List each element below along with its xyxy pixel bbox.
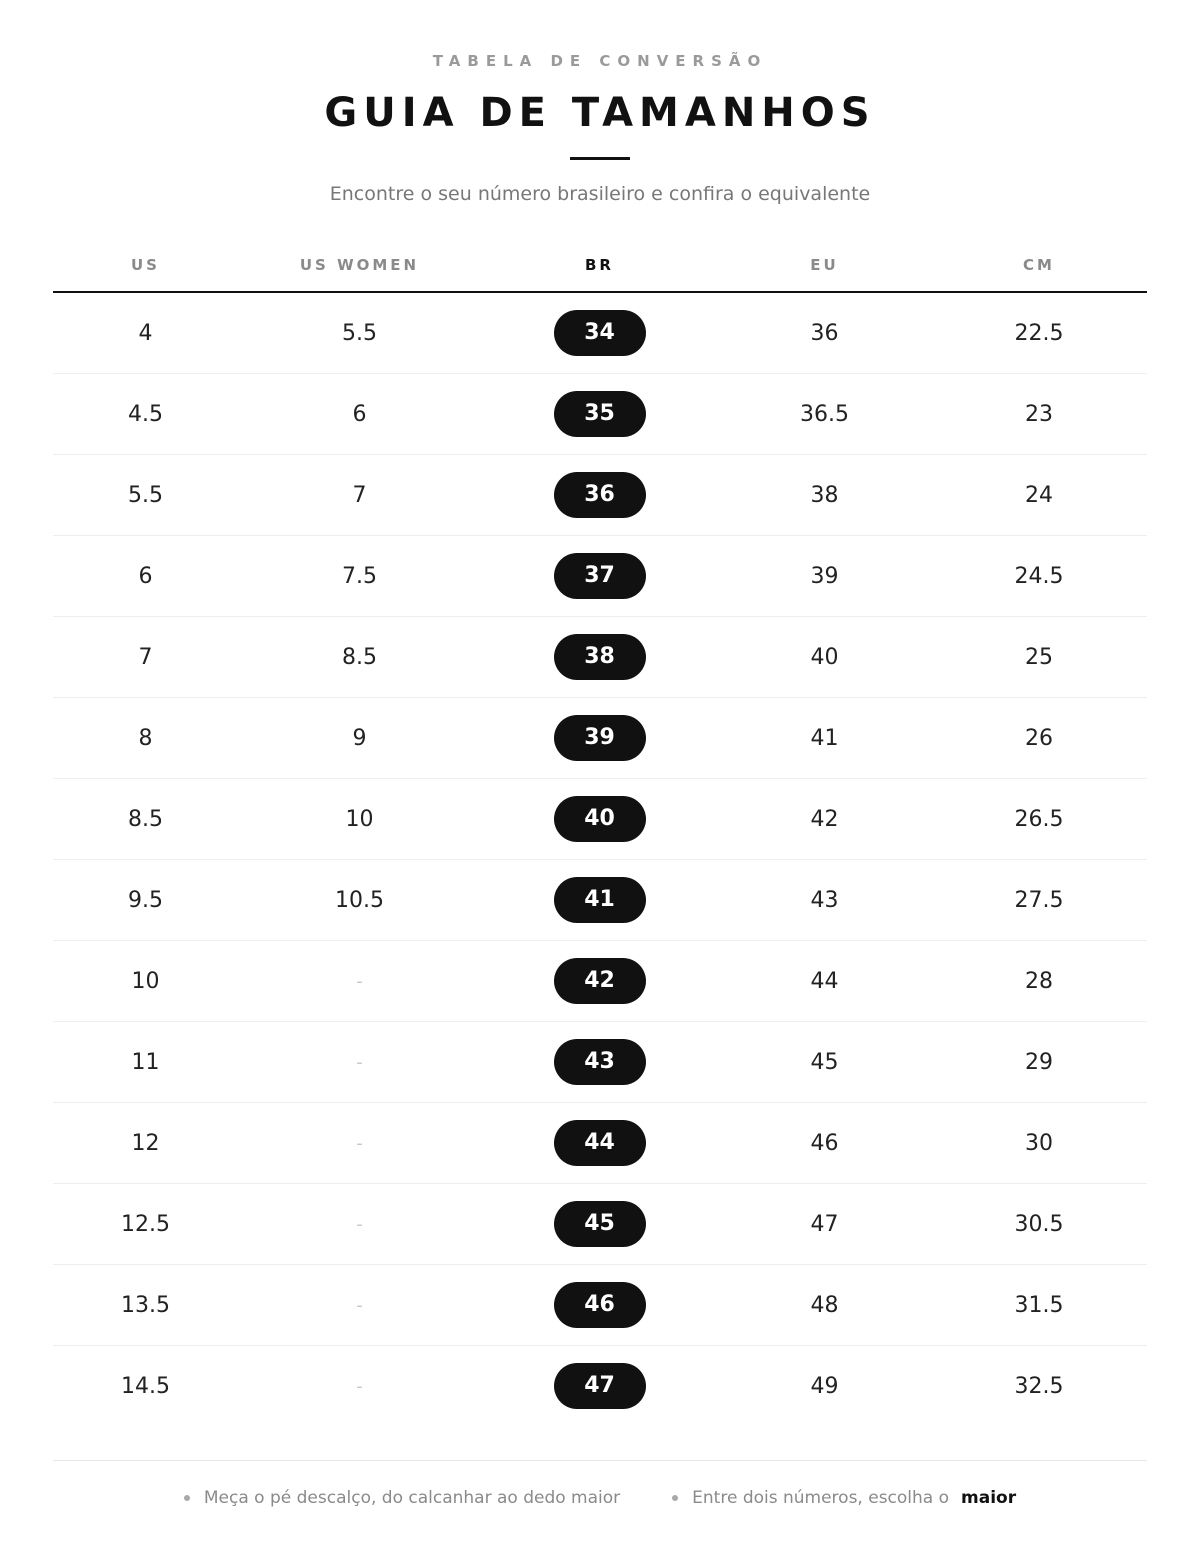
cell-us-women: -	[356, 970, 363, 992]
note-choose	[672, 1488, 1016, 1508]
cell-us-women: -	[356, 1051, 363, 1073]
cell-br	[481, 1120, 718, 1166]
cell-cm: 25	[1025, 644, 1053, 670]
cell-br	[481, 1201, 718, 1247]
table-row	[53, 779, 1147, 860]
cell-eu: 36	[810, 320, 839, 346]
cell-eu: 36.5	[800, 401, 849, 427]
cell-eu: 40	[810, 644, 839, 670]
cell-br	[481, 472, 718, 518]
cell-us-women: -	[356, 1213, 363, 1235]
cell-eu: 41	[810, 725, 839, 751]
cell-us: 5.5	[128, 482, 163, 508]
table-row	[53, 860, 1147, 941]
cell-us-women: 5.5	[342, 320, 377, 346]
cell-br	[481, 877, 718, 923]
cell-cm: 32.5	[1014, 1373, 1064, 1399]
cell-eu: 46	[810, 1130, 839, 1156]
cell-us-women: 7	[352, 482, 367, 508]
br-size-badge: 38	[554, 634, 646, 680]
cell-br	[481, 310, 718, 356]
cell-br	[481, 715, 718, 761]
cell-us-women: 6	[352, 401, 367, 427]
br-size-badge: 42	[554, 958, 646, 1004]
column-header-cm: CM	[1023, 255, 1055, 274]
cell-us: 6	[138, 563, 153, 589]
cell-cm: 28	[1025, 968, 1053, 994]
eyebrow-label: TABELA DE CONVERSÃO	[432, 52, 768, 70]
column-header-us: US	[131, 255, 160, 274]
br-size-badge: 47	[554, 1363, 646, 1409]
table-row	[53, 617, 1147, 698]
cell-us: 10	[131, 968, 160, 994]
cell-us: 9.5	[128, 887, 163, 913]
table-row	[53, 293, 1147, 374]
cell-br	[481, 1282, 718, 1328]
footer-notes	[0, 1488, 1200, 1508]
cell-us: 7	[138, 644, 153, 670]
cell-cm: 26.5	[1014, 806, 1064, 832]
cell-cm: 31.5	[1014, 1292, 1064, 1318]
bullet-dot	[672, 1495, 678, 1501]
cell-br	[481, 391, 718, 437]
cell-eu: 42	[810, 806, 839, 832]
note-measure	[184, 1488, 620, 1508]
cell-us: 12	[131, 1130, 160, 1156]
br-size-badge: 45	[554, 1201, 646, 1247]
cell-eu: 44	[810, 968, 839, 994]
column-header-eu: EU	[810, 255, 839, 274]
cell-us: 4	[138, 320, 153, 346]
table-row	[53, 1184, 1147, 1265]
table-row	[53, 1346, 1147, 1426]
cell-us: 11	[131, 1049, 160, 1075]
br-size-badge: 41	[554, 877, 646, 923]
cell-eu: 45	[810, 1049, 839, 1075]
cell-cm: 29	[1025, 1049, 1053, 1075]
cell-eu: 48	[810, 1292, 839, 1318]
cell-br	[481, 796, 718, 842]
cell-us-women: 7.5	[342, 563, 377, 589]
title-underline	[570, 157, 630, 160]
table-row	[53, 1103, 1147, 1184]
table-row	[53, 455, 1147, 536]
cell-us-women: 10.5	[335, 887, 384, 913]
cell-br	[481, 634, 718, 680]
cell-us-women: 10	[345, 806, 374, 832]
cell-cm: 30	[1025, 1130, 1053, 1156]
table-row	[53, 1265, 1147, 1346]
br-size-badge: 44	[554, 1120, 646, 1166]
cell-cm: 24.5	[1014, 563, 1064, 589]
table-row	[53, 374, 1147, 455]
cell-us: 4.5	[128, 401, 163, 427]
table-body	[53, 293, 1147, 1426]
cell-eu: 49	[810, 1373, 839, 1399]
cell-us-women: -	[356, 1375, 363, 1397]
cell-cm: 24	[1025, 482, 1053, 508]
cell-us: 13.5	[121, 1292, 170, 1318]
cell-us: 8.5	[128, 806, 163, 832]
br-size-badge: 36	[554, 472, 646, 518]
br-size-badge: 43	[554, 1039, 646, 1085]
br-size-badge: 46	[554, 1282, 646, 1328]
column-header-us-women: US WOMEN	[299, 255, 420, 274]
column-header-br: BR	[585, 255, 614, 274]
cell-cm: 30.5	[1014, 1211, 1064, 1237]
table-row	[53, 698, 1147, 779]
page-subtitle: Encontre o seu número brasileiro e confira o equivalente	[329, 183, 871, 205]
cell-eu: 47	[810, 1211, 839, 1237]
cell-us-women: -	[356, 1132, 363, 1154]
cell-us-women: 9	[352, 725, 367, 751]
br-size-badge: 40	[554, 796, 646, 842]
table-row	[53, 1022, 1147, 1103]
cell-br	[481, 1363, 718, 1409]
note-choose-emphasis: maior	[961, 1488, 1017, 1508]
size-table	[53, 238, 1147, 1426]
cell-br	[481, 958, 718, 1004]
cell-us: 14.5	[121, 1373, 170, 1399]
cell-eu: 39	[810, 563, 839, 589]
cell-cm: 27.5	[1014, 887, 1064, 913]
br-size-badge: 34	[554, 310, 646, 356]
cell-us: 8	[138, 725, 153, 751]
table-header	[53, 238, 1147, 293]
cell-eu: 43	[810, 887, 839, 913]
br-size-badge: 35	[554, 391, 646, 437]
table-row	[53, 536, 1147, 617]
note-choose-text: Entre dois números, escolha o	[692, 1488, 950, 1508]
footer-divider	[53, 1460, 1147, 1461]
cell-cm: 23	[1025, 401, 1053, 427]
cell-us-women: -	[356, 1294, 363, 1316]
br-size-badge: 39	[554, 715, 646, 761]
cell-br	[481, 553, 718, 599]
cell-us: 12.5	[121, 1211, 170, 1237]
note-measure-text: Meça o pé descalço, do calcanhar ao dedo maior	[203, 1488, 621, 1508]
cell-br	[481, 1039, 718, 1085]
cell-cm: 26	[1025, 725, 1053, 751]
cell-us-women: 8.5	[342, 644, 377, 670]
cell-eu: 38	[810, 482, 839, 508]
cell-cm: 22.5	[1014, 320, 1064, 346]
table-row	[53, 941, 1147, 1022]
page-title: GUIA DE TAMANHOS	[324, 90, 876, 136]
br-size-badge: 37	[554, 553, 646, 599]
bullet-dot	[184, 1495, 190, 1501]
